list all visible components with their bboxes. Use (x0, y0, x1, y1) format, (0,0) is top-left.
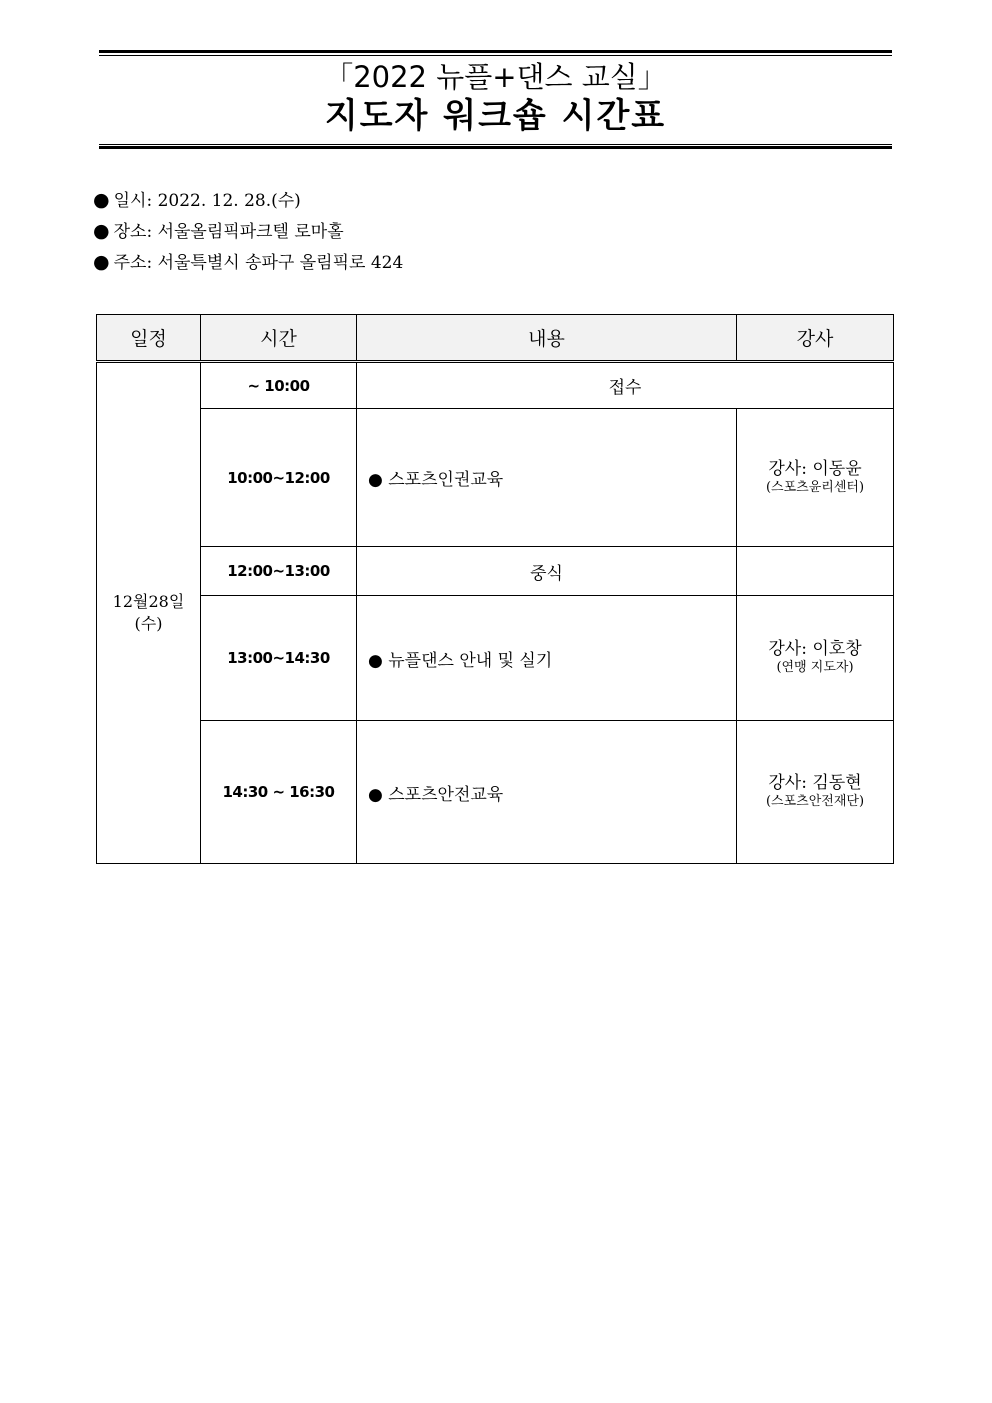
top-rule (99, 50, 892, 53)
info-date (93, 189, 301, 212)
lecturer-org: (연맹 지도자) (776, 660, 854, 675)
info-label: 일시: (113, 191, 153, 211)
time-cell: 10:00~12:00 (201, 409, 357, 547)
date-text: 12월28일 (112, 592, 185, 611)
top-rule-thin (99, 55, 892, 56)
time-cell: 14:30 ~ 16:30 (201, 721, 357, 864)
table-row (97, 721, 894, 864)
title-line-2: 지도자 워크숍 시간표 (324, 96, 667, 136)
content-text: 뉴플댄스 안내 및 실기 (388, 650, 553, 671)
bullet-icon: ● (93, 251, 110, 273)
info-value: 서울특별시 송파구 올림픽로 424 (157, 253, 404, 273)
info-place (93, 220, 344, 243)
bullet-icon: ● (368, 470, 383, 490)
header-row (97, 315, 894, 362)
time-cell: ~ 10:00 (201, 362, 357, 409)
lecturer-name: 강사: 이동윤 (768, 458, 862, 479)
info-value: 2022. 12. 28.(수) (157, 191, 301, 211)
content-cell (357, 596, 737, 721)
lecturer-cell (737, 409, 894, 547)
info-label: 장소: (113, 222, 153, 242)
bullet-icon: ● (368, 650, 383, 671)
date-cell (97, 362, 201, 864)
table-row (97, 547, 894, 596)
bullet-icon: ● (93, 220, 110, 242)
table-row (97, 596, 894, 721)
lecturer-cell (737, 547, 894, 596)
table-row (97, 362, 894, 409)
content-cell (357, 721, 737, 864)
content-cell: 접수 (357, 362, 894, 409)
lecturer-name: 강사: 이호창 (768, 639, 862, 659)
bottom-rule-thin (99, 144, 892, 145)
content-cell: 중식 (357, 547, 737, 596)
header-time: 시간 (201, 315, 357, 362)
header-content: 내용 (357, 315, 737, 362)
time-cell: 13:00~14:30 (201, 596, 357, 721)
content-text: 스포츠인권교육 (388, 470, 504, 490)
schedule-table (96, 314, 894, 864)
lecturer-org: (스포츠윤리센터) (765, 479, 865, 495)
content-cell (357, 409, 737, 547)
lecturer-cell (737, 721, 894, 864)
title-line-1: 「2022 뉴플+댄스 교실」 (324, 60, 667, 94)
bullet-icon: ● (368, 784, 383, 805)
content-text: 스포츠안전교육 (388, 784, 504, 805)
info-address (93, 251, 403, 274)
lecturer-name: 강사: 김동현 (768, 773, 862, 793)
info-label: 주소: (113, 253, 153, 273)
table-row (97, 409, 894, 547)
info-value: 서울올림픽파크텔 로마홀 (157, 222, 344, 242)
date-day: (수) (134, 614, 163, 633)
time-cell: 12:00~13:00 (201, 547, 357, 596)
header-lecturer: 강사 (737, 315, 894, 362)
header-schedule: 일정 (97, 315, 201, 362)
bottom-rule (99, 146, 892, 149)
lecturer-org: (스포츠안전재단) (765, 794, 865, 809)
lecturer-cell (737, 596, 894, 721)
bullet-icon: ● (93, 189, 110, 211)
